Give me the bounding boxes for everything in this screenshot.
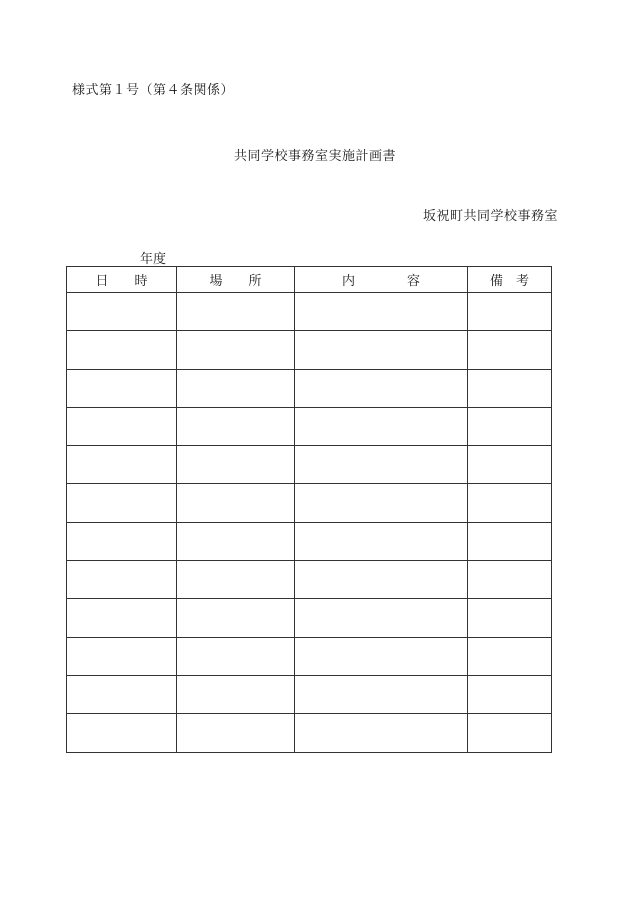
remarks-cell [468,293,552,331]
remarks-cell [468,407,552,445]
table-row [67,561,552,599]
table-row [67,331,552,369]
place-cell [177,675,295,713]
place-cell [177,561,295,599]
remarks-cell [468,331,552,369]
place-cell [177,637,295,675]
datetime-cell [67,522,177,560]
datetime-cell [67,407,177,445]
datetime-cell [67,484,177,522]
remarks-cell [468,561,552,599]
content-cell [295,407,468,445]
place-cell [177,331,295,369]
remarks-cell [468,714,552,752]
content-cell [295,522,468,560]
table-row [67,675,552,713]
place-cell [177,522,295,560]
content-cell [295,714,468,752]
datetime-cell [67,446,177,484]
datetime-cell [67,561,177,599]
datetime-cell [67,637,177,675]
table-row [67,446,552,484]
issuer-name: 坂祝町共同学校事務室 [422,209,558,224]
plan-table [66,266,552,753]
remarks-cell [468,675,552,713]
place-cell [177,484,295,522]
datetime-cell [67,331,177,369]
content-cell [295,561,468,599]
content-cell [295,637,468,675]
content-cell [295,446,468,484]
table-row [67,599,552,637]
content-cell [295,331,468,369]
document-title: 共同学校事務室実施計画書 [233,149,396,164]
header-content: 内 容 [295,267,468,293]
table-row [67,637,552,675]
content-cell [295,369,468,407]
table-row [67,293,552,331]
content-cell [295,293,468,331]
place-cell [177,599,295,637]
table-body [67,293,552,753]
datetime-cell [67,293,177,331]
datetime-cell [67,714,177,752]
place-cell [177,293,295,331]
datetime-cell [67,599,177,637]
table-row [67,369,552,407]
datetime-cell [67,369,177,407]
header-place: 場 所 [177,267,295,293]
remarks-cell [468,522,552,560]
place-cell [177,407,295,445]
form-number: 様式第１号（第４条関係） [72,83,235,98]
table-row [67,714,552,752]
remarks-cell [468,599,552,637]
table-row [67,522,552,560]
content-cell [295,675,468,713]
table-row [67,407,552,445]
header-datetime: 日 時 [67,267,177,293]
remarks-cell [468,369,552,407]
content-cell [295,484,468,522]
datetime-cell [67,675,177,713]
content-cell [295,599,468,637]
remarks-cell [468,446,552,484]
header-remarks: 備 考 [468,267,552,293]
place-cell [177,714,295,752]
remarks-cell [468,637,552,675]
table-header-row [67,267,552,293]
place-cell [177,446,295,484]
fiscal-year-label: 年度 [140,252,167,267]
remarks-cell [468,484,552,522]
table-row [67,484,552,522]
place-cell [177,369,295,407]
